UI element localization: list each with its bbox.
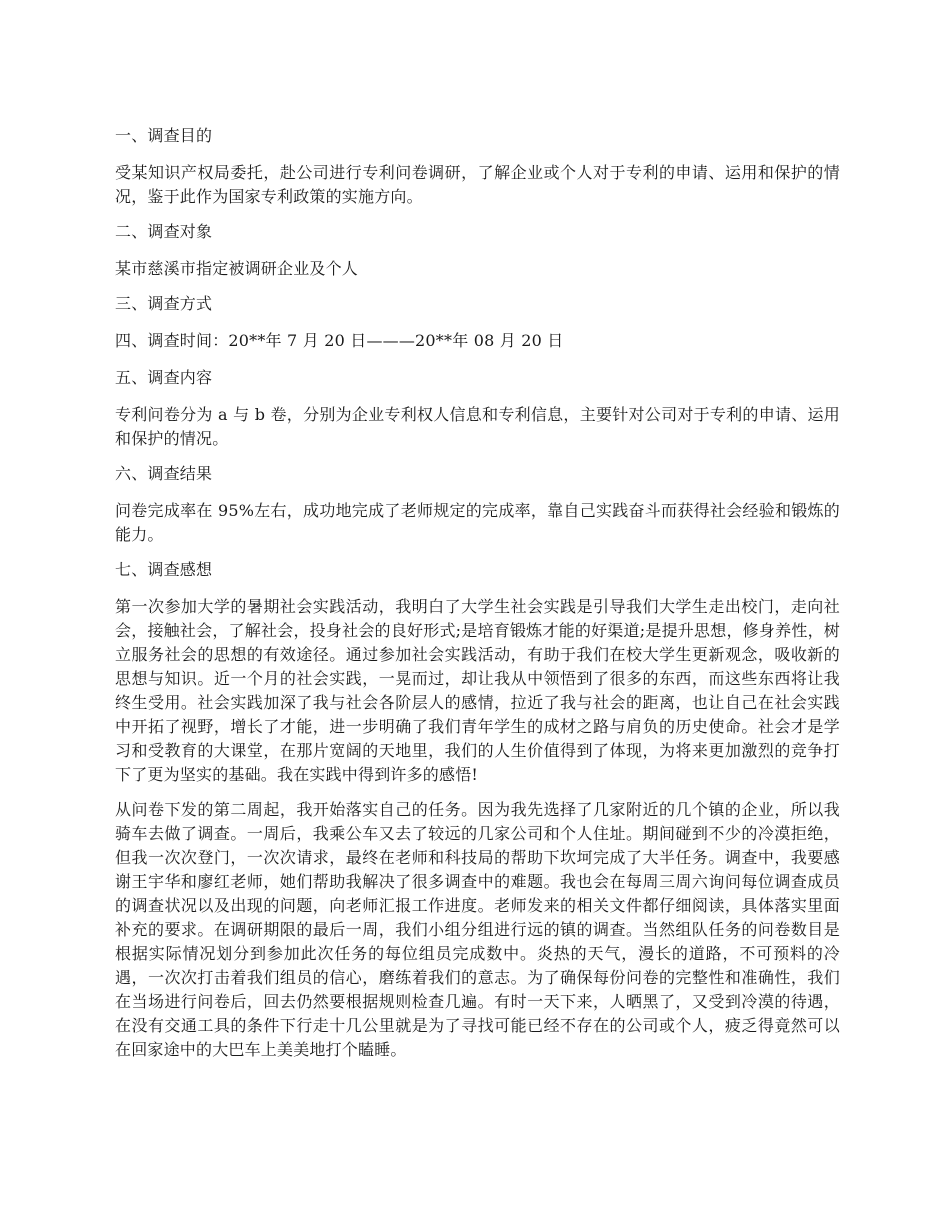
document-page: [115, 124, 840, 1073]
section-heading-purpose: 一、调查目的: [115, 126, 213, 145]
section-heading-time: 四、调查时间：20**年 7 月 20 日———20**年 08 月 20 日: [115, 331, 564, 350]
section-heading-result: 六、调查结果: [115, 464, 213, 483]
section-heading-method: 三、调查方式: [115, 294, 213, 313]
section-heading-subject: 二、调查对象: [115, 222, 213, 241]
section-heading-reflection: 七、调查感想: [115, 560, 213, 579]
section-body-subject: 某市慈溪市指定被调研企业及个人: [115, 259, 359, 278]
reflection-paragraph-1: 第一次参加大学的暑期社会实践活动，我明白了大学生社会实践是引导我们大学生走出校门，走向社会，接触社会，了解社会，投身社会的良好形式;是培育锻炼才能的好渠道;是提升思想，修身养性，树立服务社会的思想的有效途径。通过参加社会实践活动，有助于我们在校大学生更新观念，吸收新的思想与知识。近一个月的社会实践，一晃而过，却让我从中领悟到了很多的东西，而这些东西将让我终生受用。社会实践加深了我与社会各阶层人的感情，拉近了我与社会的距离，也让自己在社会实践中开拓了视野，增长了才能，进一步明确了我们青年学生的成材之路与肩负的历史使命。社会才是学习和受教育的大课堂，在那片宽阔的天地里，我们的人生价值得到了体现，为将来更加激烈的竞争打下了更为坚实的基础。我在实践中得到许多的感悟!: [115, 597, 840, 784]
section-body-result: 问卷完成率在 95%左右，成功地完成了老师规定的完成率，靠自己实践奋斗而获得社会经验和锻炼的能力。: [115, 501, 840, 544]
section-heading-content: 五、调查内容: [115, 368, 213, 387]
reflection-paragraph-2: 从问卷下发的第二周起，我开始落实自己的任务。因为我先选择了几家附近的几个镇的企业，所以我骑车去做了调查。一周后，我乘公车又去了较远的几家公司和个人住址。期间碰到不少的冷漠拒绝，但我一次次登门，一次次请求，最终在老师和科技局的帮助下坎坷完成了大半任务。调查中，我要感谢王宇华和廖红老师，她们帮助我解决了很多调查中的难题。我也会在每周三周六询问每位调查成员的调查状况以及出现的问题，向老师汇报工作进度。老师发来的相关文件都仔细阅读，具体落实里面补充的要求。在调研期限的最后一周，我们小组分组进行远的镇的调查。当然组队任务的问卷数目是根据实际情况划分到参加此次任务的每位组员完成数中。炎热的天气，漫长的道路，不可预料的冷遇，一次次打击着我们组员的信心，磨练着我们的意志。为了确保每份问卷的完整性和准确性，我们在当场进行问卷后，回去仍然要根据规则检查几遍。有时一天下来，人晒黑了，又受到冷漠的待遇，在没有交通工具的条件下行走十几公里就是为了寻找可能已经不存在的公司或个人，疲乏得竟然可以在回家途中的大巴车上美美地打个瞌睡。: [115, 800, 840, 1059]
section-body-purpose: 受某知识产权局委托，赴公司进行专利问卷调研，了解企业或个人对于专利的申请、运用和保护的情况，鉴于此作为国家专利政策的实施方向。: [115, 163, 840, 206]
section-body-content: 专利问卷分为 a 与 b 卷，分别为企业专利权人信息和专利信息，主要针对公司对于专利的申请、运用和保护的情况。: [115, 405, 840, 448]
